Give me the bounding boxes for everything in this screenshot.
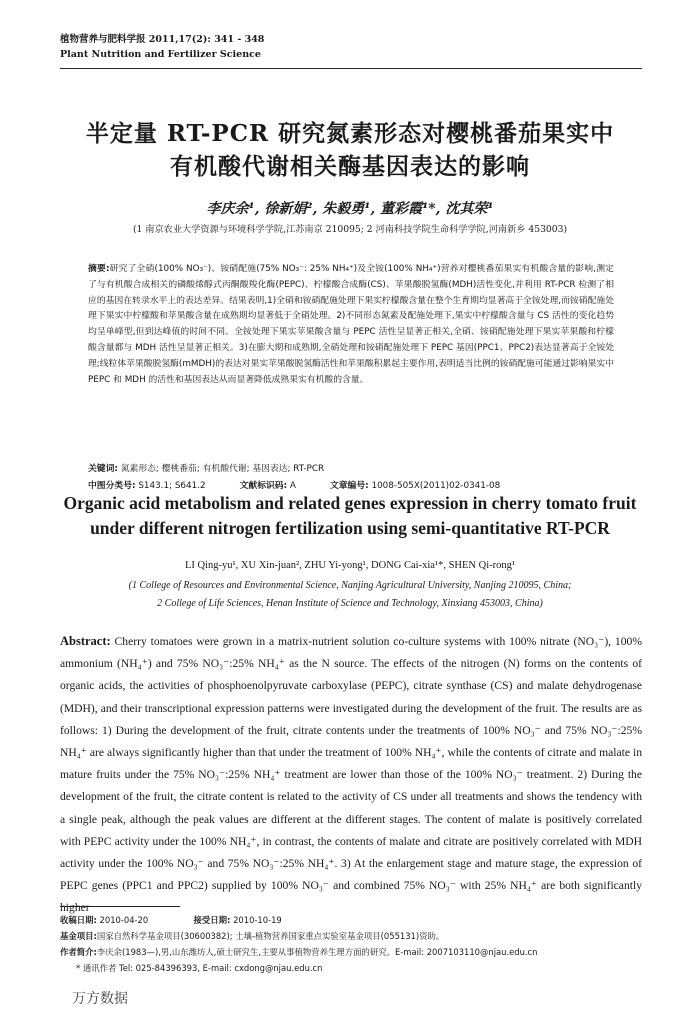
watermark: 万方数据 <box>72 991 128 1007</box>
abstract-cn <box>88 262 614 388</box>
classification-line <box>88 479 614 494</box>
article-number: 文章编号: 1008-505X(2011)02-0341-08 <box>329 481 501 491</box>
keywords-cn <box>88 462 614 477</box>
journal-name-cn: 植物营养与肥料学报 2011,17(2): 341 - 348 <box>60 34 265 45</box>
title-en-line1: Organic acid metabolism and related genes expression in cherry tomato fruit <box>63 493 637 513</box>
footnote-rule <box>60 906 180 907</box>
affiliations-cn: (1 南京农业大学资源与环境科学学院,江苏南京 210095; 2 河南科技学院生命科学学院,河南新乡 453003) <box>132 224 568 235</box>
journal-name-en: Plant Nutrition and Fertilizer Science <box>60 49 261 60</box>
abstract-en-text: Cherry tomatoes were grown in a matrix-nutrient solution co-culture systems with 100% nitrate (NO₃⁻), 100% ammonium (NH₄⁺) and 75% NO₃⁻:25% NH₄⁺ as the N source. The effects of the nitrogen (N) forms on the contents of organic acids, the activities of phosphoenolpyruvate carboxylase (PEPC), citrate synthase (CS) and malate dehydrogenase (MDH), and their transcriptional expression patterns were investigated during the development of the fruit. The results are as follows: 1) During the development of the fruit, citrate contents under the treatments of 100% NO₃⁻ and 75% NO₃⁻:25% NH₄⁺ are always significantly higher than that under the treatment of 100% NH₄⁺, while the contents of citrate and malate in mature fruits under the 75% NO₃⁻:25% NH₄⁺ treatment are lower than those of the 100% NO₃⁻ treatment. 2) During the development of the fruit, the citrate content is related to the activity of CS under all treatments and shows the tendency with a single peak, although the peak values are different at the different stages. The content of malate is positively correlated with PEPC activity under the 100% NH₄⁺, in contrast, the contents of malate and citrate are positively correlated with MDH activity under the 100% NO₃⁻ and 75% NO₃⁻:25% NH₄⁺. 3) At the enlargement stage and mature stage, the expression of PEPC genes (PPC1 and PPC2) supplied by 100% NO₃⁻ and combined 75% NO₃⁻ with 25% NH₄⁺ are both significantly higher <box>60 635 642 915</box>
affiliations-en-line2: 2 College of Life Sciences, Henan Institute of Science and Technology, Xinxiang 453003, China) <box>157 598 543 609</box>
title-cn-line2: 有机酸代谢相关酶基因表达的影响 <box>170 153 530 180</box>
footnote-author: 作者简介:李庆余(1983—),男,山东潍坊人,硕士研究生,主要从事植物营养生理方面的研究。E-mail: 2007103110@njau.edu.cn <box>60 947 538 957</box>
authors-cn: 李庆余¹, 徐新娟², 朱毅勇¹, 董彩霞¹*, 沈其荣¹ <box>206 201 494 217</box>
journal-header <box>60 32 264 62</box>
abstract-en-label: Abstract: <box>60 634 111 648</box>
authors-en: LI Qing-yu¹, XU Xin-juan², ZHU Yi-yong¹, DONG Cai-xia¹*, SHEN Qi-rong¹ <box>184 560 516 571</box>
title-en-line2: under different nitrogen fertilization using semi-quantitative RT-PCR <box>90 518 610 538</box>
abstract-cn-label: 摘要: <box>88 264 110 274</box>
header-rule <box>60 68 642 69</box>
affiliations-en-line1: (1 College of Resources and Environmental Science, Nanjing Agricultural University, Nanjing 210095, China; <box>128 580 572 591</box>
clc-number: 中图分类号: S143.1; S641.2 <box>88 481 206 491</box>
abstract-cn-text: 研究了全硝(100% NO₃⁻)、铵硝配施(75% NO₃⁻: 25% NH₄⁺)及全铵(100% NH₄⁺)营养对樱桃番茄果实有机酸含量的影响,测定了与有机酸合成相关的磷酸烯醇式丙酮酸羧化酶(PEPC)、柠檬酸合成酶(CS)、苹果酸脱氢酶(MDH)活性变化,并利用 RT-PCR 检测了相应的基因在转录水平上的表达差异。结果表明,1)全硝和铵硝配施处理下果实柠檬酸含量在整个生育期均显著高于全铵处理,而铵硝配施处理下果实中柠檬酸和苹果酸含量在成熟期均显著低于全硝处理。2)不同形态氮素及配施处理下,果实中柠檬酸含量与 CS 活性的变化趋势均呈单峰型,但到达峰值的时间不同。全铵处理下果实苹果酸含量与 PEPC 活性呈显著正相关,全硝、铵硝配施处理下果实苹果酸和柠檬酸含量都与 MDH 活性呈显著正相关。3)在膨大期和成熟期,全硝处理和铵硝配施处理下 PEPC 基因(PPC1、PPC2)表达显著高于全铵处理;线粒体苹果酸脱氢酶(mMDH)的表达对果实苹果酸脱氢酶活性和苹果酸积累起主要作用,表明适当比例的铵硝配施可能通过影响果实中 PEPC 和 MDH 的活性和基因表达从而显著降低成熟果实有机酸的含量。 <box>88 264 615 385</box>
title-cn-line1: 半定量 RT-PCR 研究氮素形态对樱桃番茄果实中 <box>85 120 615 147</box>
footnote-dates: 收稿日期: 2010-04-20 接受日期: 2010-10-19 <box>60 915 282 925</box>
keywords-cn-label: 关键词: <box>88 464 118 474</box>
footnote-fund: 基金项目:国家自然科学基金项目(30600382); 土壤-植物营养国家重点实验室基金项目(055131)资助。 <box>60 931 445 941</box>
keywords-cn-text: 氮素形态; 樱桃番茄; 有机酸代谢; 基因表达; RT-PCR <box>120 464 325 474</box>
footnote-corresponding: * 通讯作者 Tel: 025-84396393, E-mail: cxdong@njau.edu.cn <box>76 963 323 973</box>
abstract-en <box>60 630 642 920</box>
document-code: 文献标识码: A <box>239 481 296 491</box>
